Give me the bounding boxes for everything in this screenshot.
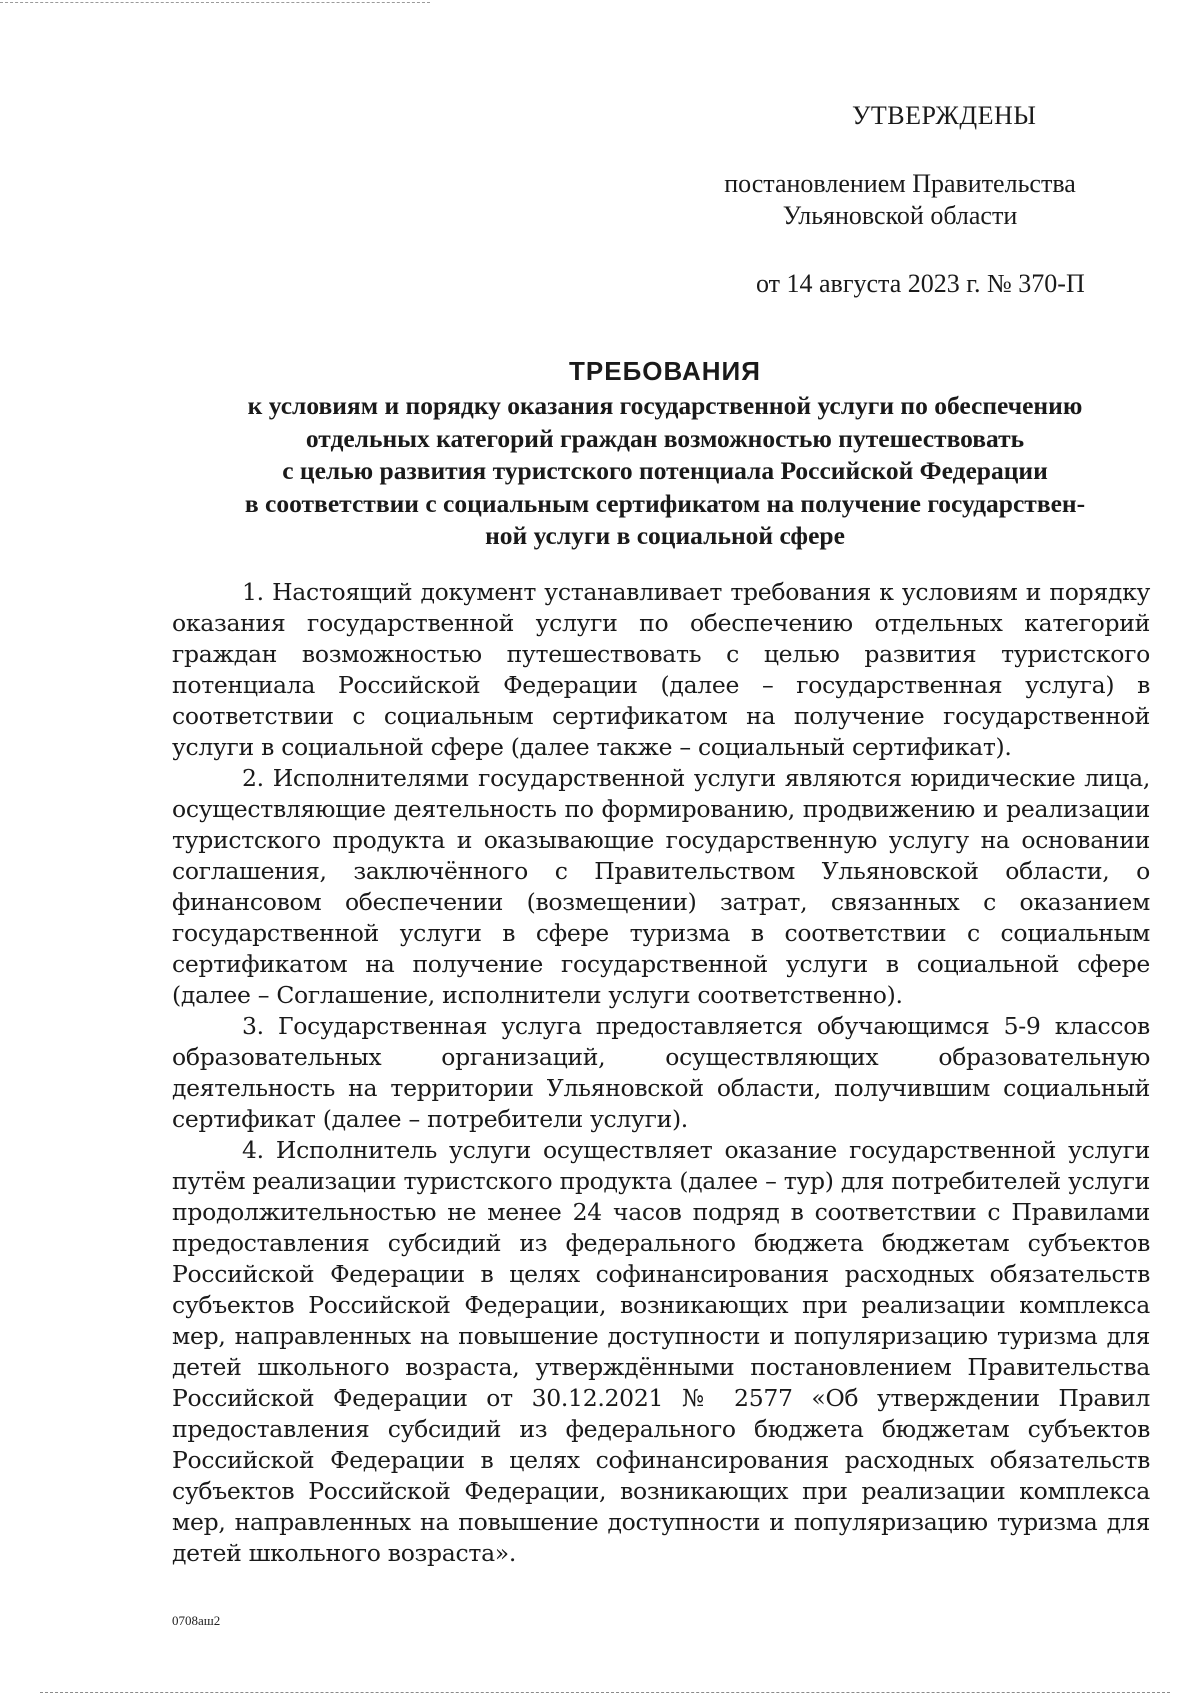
title-subtitle-line: отдельных категорий граждан возможностью путешествовать: [305, 423, 1025, 453]
title-subtitle-line: с целью развития туристского потенциала Российской Федерации: [282, 456, 1048, 485]
title-subtitle-line: ной услуги в социальной сфере: [485, 521, 845, 550]
approval-date: от 14 августа 2023 г. № 370-П: [756, 269, 1085, 298]
paragraph-1: 1. Настоящий документ устанавливает требования к условиям и порядку оказания государственной услуги по обеспечению отдельных категорий граждан возможностью путешествовать с целью развития туристского потенциала Российской Федерации (далее – государственная услуга) в соответствии с социальным сертификатом на получение государственной услуги в социальной сфере (далее также – социальный сертификат).: [172, 578, 1150, 761]
title-main: ТРЕБОВАНИЯ: [569, 356, 761, 386]
scan-edge-bottom: [40, 1692, 1170, 1693]
approval-authority: [700, 168, 1160, 232]
approval-heading: УТВЕРЖДЕНЫ: [852, 101, 1037, 130]
scan-edge-top: [0, 2, 430, 3]
paragraph-3: 3. Государственная услуга предоставляется обучающимся 5-9 классов образовательных организаций, осуществляющих образовательную деятельность на территории Ульяновской области, получившим социальный сертификат (далее – потребители услуги).: [172, 1012, 1150, 1133]
approval-authority-line: постановлением Правительства: [724, 169, 1076, 198]
title-subtitle-line: в соответствии с социальным сертификатом на получение государствен-: [244, 488, 1086, 518]
paragraph-4: 4. Исполнитель услуги осуществляет оказание государственной услуги путём реализации туристского продукта (далее – тур) для потребителей услуги продолжительностью не менее 24 часов подряд в соответствии с Правилами предоставления субсидий из федерального бюджета бюджетам субъектов Российской Федерации в целях софинансирования расходных обязательств субъектов Российской Федерации, возникающих при реализации комплекса мер, направленных на повышение доступности и популяризацию туризма для детей школьного возраста, утверждёнными постановлением Правительства Российской Федерации от 30.12.2021 № 2577 «Об утверждении Правил предоставления субсидий из федерального бюджета бюджетам субъектов Российской Федерации в целях софинансирования расходных обязательств субъектов Российской Федерации, возникающих при реализации комплекса мер, направленных на повышение доступности и популяризацию туризма для детей школьного возраста».: [172, 1136, 1150, 1567]
document-body: [172, 577, 1150, 1569]
document-code: 0708аш2: [172, 1613, 221, 1628]
title-subtitle: [160, 390, 1170, 553]
title-subtitle-line: к условиям и порядку оказания государственной услуги по обеспечению: [247, 391, 1083, 420]
paragraph-2: 2. Исполнителями государственной услуги являются юридические лица, осуществляющие деятельность по формированию, продвижению и реализации туристского продукта и оказывающие государственную услугу на основании соглашения, заключённого с Правительством Ульяновской области, о финансовом обеспечении (возмещении) затрат, связанных с оказанием государственной услуги в сфере туризма в соответствии с социальным сертификатом на получение государственной услуги в социальной сфере (далее – Соглашение, исполнители услуги соответственно).: [172, 764, 1150, 1009]
approval-authority-line: Ульяновской области: [782, 201, 1018, 230]
document-title: [160, 355, 1170, 553]
